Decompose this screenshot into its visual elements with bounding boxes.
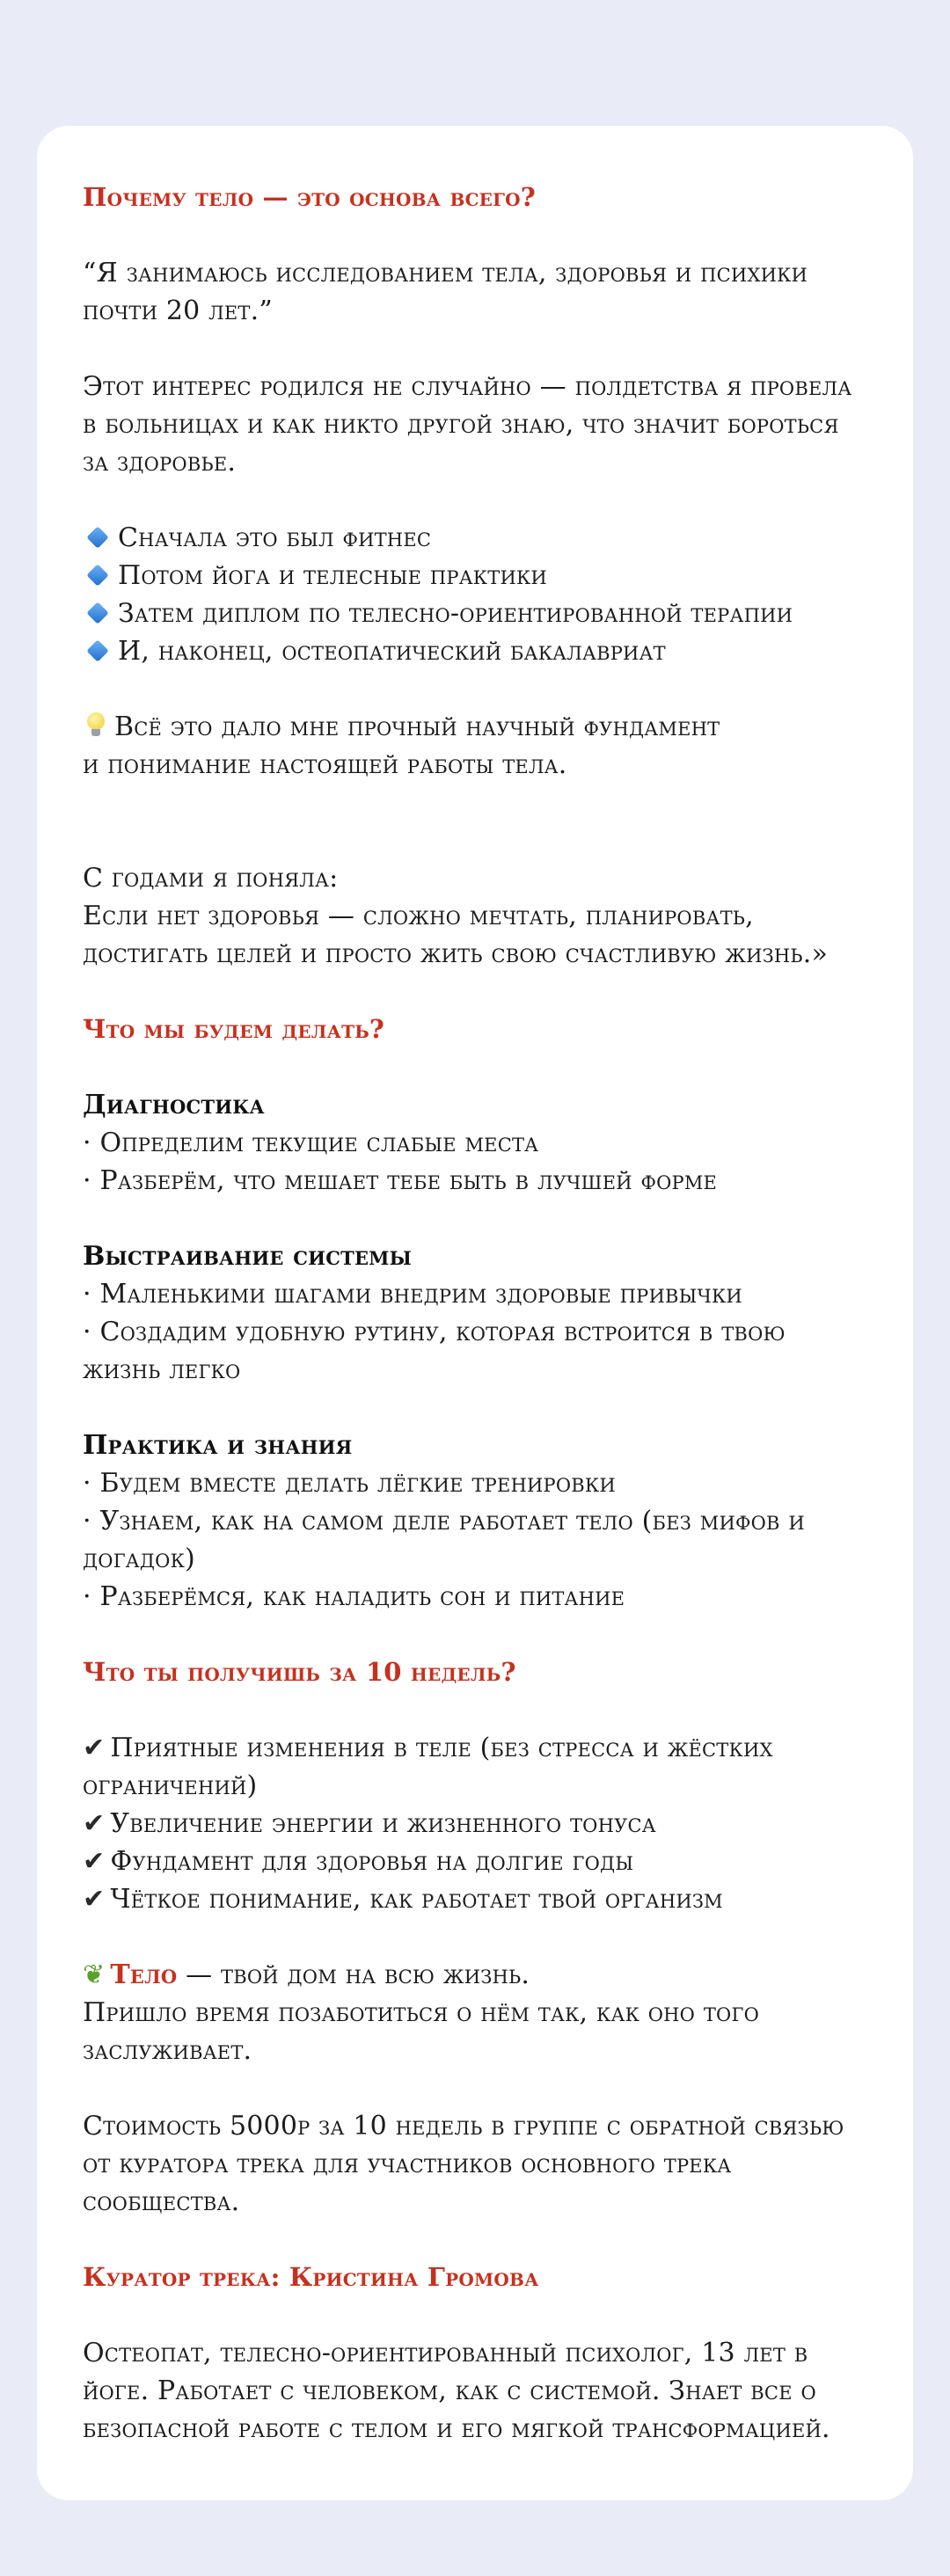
- bio-line: йоге. Работает с человеком, как с системой. Знает все о: [83, 2375, 816, 2406]
- group-line: · Будем вместе делать лёгкие тренировки: [83, 1468, 616, 1499]
- result-item: [83, 1805, 867, 1843]
- section-heading-why-body: Почему тело — это основа всего?: [83, 182, 536, 212]
- quote-line: почти 20 лет.”: [83, 296, 273, 326]
- check-mark-icon: ✔: [83, 1808, 106, 1839]
- story-line: в больницах и как никто другой знаю, что значит бороться: [83, 409, 839, 440]
- section-heading-curator: Куратор трека: Кристина Громова: [83, 2262, 539, 2292]
- care-line: Пришло время позаботиться о нём так, как оно того: [83, 1997, 759, 2028]
- result-item: [83, 1843, 867, 1880]
- result-item: [83, 1880, 867, 1918]
- group-line: · Маленькими шагами внедрим здоровые привычки: [83, 1279, 742, 1310]
- check-mark-icon: ✔: [83, 1846, 106, 1877]
- blue-diamond-icon: [86, 639, 108, 661]
- group-line: · Узнаем, как на самом деле работает тело (без мифов и: [83, 1506, 805, 1536]
- check-mark-icon: ✔: [83, 1884, 106, 1915]
- result-item: [83, 1729, 867, 1767]
- group-line: жизнь легко: [83, 1354, 241, 1385]
- group-title: Практика и знания: [83, 1430, 353, 1461]
- quote-line: “Я занимаюсь исследованием тела, здоровья и психики: [83, 258, 808, 288]
- result-continuation: ограничений): [83, 1770, 258, 1801]
- story-line: Этот интерес родился не случайно — полдетства я провела: [83, 371, 852, 402]
- herb-icon: ❦: [83, 1959, 106, 1990]
- content-card: [37, 126, 913, 2500]
- conclusion-line: Если нет здоровья — сложно мечтать, планировать,: [83, 901, 754, 931]
- insight-line: и понимание настоящей работы тела.: [83, 749, 567, 780]
- path-item-text: И, наконец, остеопатический бакалавриат: [118, 636, 666, 667]
- care-line: заслуживает.: [83, 2035, 252, 2066]
- body-statement: [83, 1956, 867, 1994]
- path-item-text: Сначала это был фитнес: [118, 522, 432, 553]
- path-item-text: Потом йога и телесные практики: [118, 560, 547, 591]
- body-word: Тело: [110, 1959, 178, 1990]
- conclusion-line: достигать целей и просто жить свою счастливую жизнь.»: [83, 938, 829, 969]
- result-text: Приятные изменения в теле (без стресса и жёстких: [110, 1733, 773, 1763]
- conclusion-line: С годами я поняла:: [83, 863, 339, 894]
- check-mark-icon: ✔: [83, 1733, 106, 1763]
- section-heading-what-we-do: Что мы будем делать?: [83, 1014, 385, 1044]
- body-rest: — твой дом на всю жизнь.: [177, 1959, 530, 1990]
- light-bulb-icon: [86, 712, 106, 739]
- group-line: · Разберём, что мешает тебе быть в лучшей форме: [83, 1165, 718, 1196]
- blue-diamond-icon: [86, 564, 108, 586]
- group-line: · Определим текущие слабые места: [83, 1127, 539, 1158]
- price-line: от куратора трека для участников основного трека: [83, 2149, 732, 2179]
- insight-text: Всё это дало мне прочный научный фундамент: [114, 712, 720, 742]
- section-heading-results: Что ты получишь за 10 недель?: [83, 1657, 516, 1687]
- story-line: за здоровье.: [83, 447, 237, 478]
- blue-diamond-icon: [86, 602, 108, 624]
- result-text: Увеличение энергии и жизненного тонуса: [110, 1808, 656, 1839]
- bio-line: безопасной работе с телом и его мягкой трансформацией.: [83, 2413, 830, 2444]
- path-item: [83, 595, 867, 632]
- path-item: [83, 557, 867, 595]
- group-line: догадок): [83, 1543, 195, 1574]
- price-line: сообщества.: [83, 2186, 240, 2217]
- price-line: Стоимость 5000р за 10 недель в группе с обратной связью: [83, 2111, 844, 2142]
- blue-diamond-icon: [86, 526, 108, 548]
- group-title: Выстраивание системы: [83, 1241, 413, 1272]
- result-text: Чёткое понимание, как работает твой организм: [110, 1884, 723, 1915]
- insight-line: [83, 708, 867, 746]
- group-line: · Разберёмся, как наладить сон и питание: [83, 1581, 625, 1612]
- path-item: [83, 632, 867, 670]
- path-item-text: Затем диплом по телесно-ориентированной терапии: [118, 598, 793, 629]
- group-line: · Создадим удобную рутину, которая встроится в твою: [83, 1317, 786, 1347]
- bio-line: Остеопат, телесно-ориентированный психолог, 13 лет в: [83, 2338, 808, 2368]
- result-text: Фундамент для здоровья на долгие годы: [110, 1846, 634, 1877]
- group-title: Диагностика: [83, 1090, 265, 1120]
- path-item: [83, 519, 867, 557]
